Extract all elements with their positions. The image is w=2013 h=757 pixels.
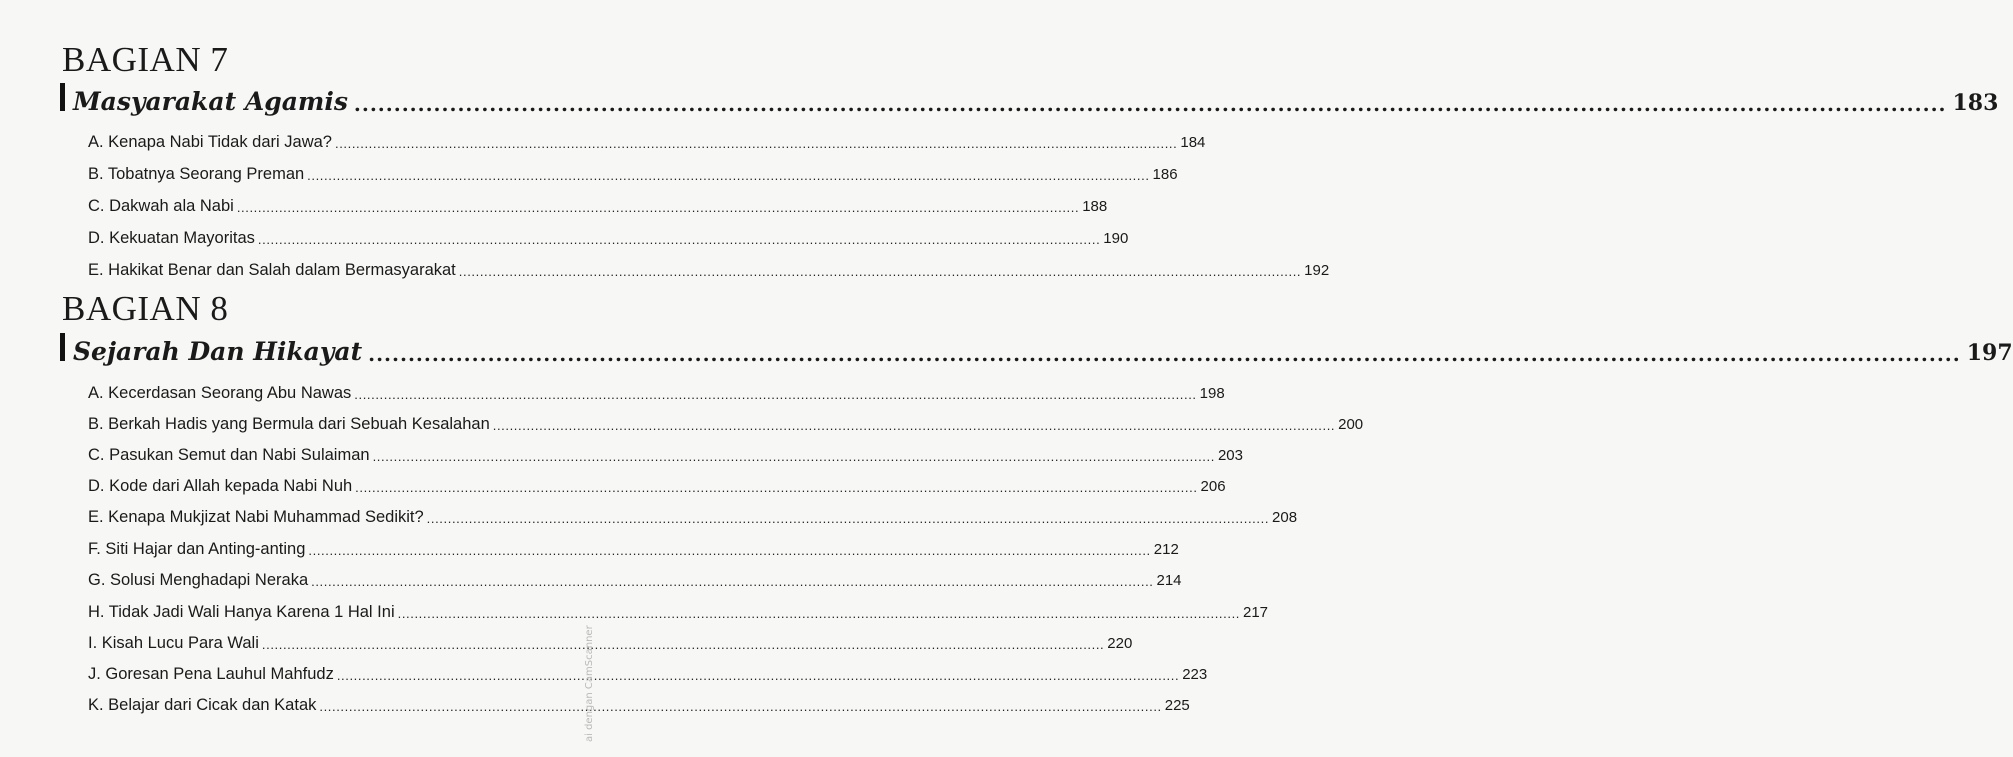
toc-entry xyxy=(88,689,1190,714)
entry-title: E. Hakikat Benar dan Salah dalam Bermasyarakat xyxy=(88,260,456,279)
entry-page-number: 198 xyxy=(1199,385,1225,402)
scanner-watermark: ai dengan CamScanner xyxy=(584,625,595,742)
leader-dots: ........................................................................................................................................................................................................ xyxy=(311,574,1154,589)
entry-title: C. Pasukan Semut dan Nabi Sulaiman xyxy=(88,445,370,464)
entry-title: H. Tidak Jadi Wali Hanya Karena 1 Hal Ini xyxy=(88,602,395,621)
entry-title: J. Goresan Pena Lauhul Mahfudz xyxy=(88,664,334,683)
entry-title: D. Kekuatan Mayoritas xyxy=(88,228,255,247)
leader-dots: ........................................................................................................................................................................................................ xyxy=(355,480,1198,495)
part-title: BAGIAN 8 xyxy=(62,289,229,328)
toc-entry xyxy=(88,627,1133,652)
chapter-page-number: 197 xyxy=(1966,340,2013,366)
entry-page-number: 223 xyxy=(1182,666,1208,683)
leader-dots: ........................................................................................................................................................................................................ xyxy=(397,606,1240,621)
entry-title: C. Dakwah ala Nabi xyxy=(88,196,234,215)
toc-entry xyxy=(88,439,1243,464)
leader-dots: ........................................................................................................................................................................................................ xyxy=(261,637,1105,652)
entry-page-number: 186 xyxy=(1152,166,1178,183)
leader-dots: ........................................................................................................................................................................................................ xyxy=(257,232,1101,247)
entry-title: G. Solusi Menghadapi Neraka xyxy=(88,570,309,589)
chapter-heading xyxy=(60,80,1999,116)
toc-entry xyxy=(88,501,1298,526)
entry-page-number: 208 xyxy=(1272,509,1298,526)
entry-page-number: 190 xyxy=(1103,230,1129,247)
entry-page-number: 212 xyxy=(1153,541,1179,558)
toc-entry xyxy=(88,254,1330,279)
leader-dots: ........................................................................................................................................................................................................ xyxy=(368,342,1961,366)
leader-dots: ........................................................................................................................................................................................................ xyxy=(426,511,1270,526)
toc-entry xyxy=(88,222,1129,247)
entry-title: B. Berkah Hadis yang Bermula dari Sebuah Kesalahan xyxy=(88,414,490,433)
toc-entry xyxy=(88,158,1178,183)
leader-dots: ........................................................................................................................................................................................................ xyxy=(334,136,1178,151)
entry-page-number: 184 xyxy=(1180,134,1206,151)
chapter-heading xyxy=(60,330,2013,366)
entry-page-number: 188 xyxy=(1082,198,1108,215)
entry-page-number: 200 xyxy=(1338,416,1364,433)
entry-title: F. Siti Hajar dan Anting-anting xyxy=(88,539,306,558)
leader-dots: ........................................................................................................................................................................................................ xyxy=(354,387,1197,402)
entry-page-number: 225 xyxy=(1164,697,1190,714)
entry-title: I. Kisah Lucu Para Wali xyxy=(88,633,259,652)
toc-entry xyxy=(88,564,1182,589)
toc-entry xyxy=(88,596,1269,621)
entry-page-number: 217 xyxy=(1243,604,1269,621)
leader-dots: ........................................................................................................................................................................................................ xyxy=(353,92,1947,116)
leader-dots: ........................................................................................................................................................................................................ xyxy=(492,418,1336,433)
leader-dots: ........................................................................................................................................................................................................ xyxy=(308,543,1151,558)
toc-entry xyxy=(88,408,1364,433)
entry-title: K. Belajar dari Cicak dan Katak xyxy=(88,695,317,714)
chapter-marker-bar xyxy=(60,83,65,111)
toc-entry xyxy=(88,190,1108,215)
entry-title: E. Kenapa Mukjizat Nabi Muhammad Sedikit? xyxy=(88,507,424,526)
entry-page-number: 206 xyxy=(1200,478,1226,495)
leader-dots: ........................................................................................................................................................................................................ xyxy=(336,668,1180,683)
entry-page-number: 220 xyxy=(1107,635,1133,652)
chapter-title: Masyarakat Agamis xyxy=(73,87,348,116)
entry-title: D. Kode dari Allah kepada Nabi Nuh xyxy=(88,476,353,495)
chapter-marker-bar xyxy=(60,333,65,361)
leader-dots: ........................................................................................................................................................................................................ xyxy=(236,200,1080,215)
toc-entry xyxy=(88,658,1208,683)
entry-page-number: 192 xyxy=(1304,262,1330,279)
chapter-page-number: 183 xyxy=(1952,90,1999,116)
entry-title: B. Tobatnya Seorang Preman xyxy=(88,164,305,183)
entry-page-number: 203 xyxy=(1217,447,1243,464)
leader-dots: ........................................................................................................................................................................................................ xyxy=(307,168,1150,183)
entry-title: A. Kenapa Nabi Tidak dari Jawa? xyxy=(88,132,332,151)
toc-entry xyxy=(88,533,1179,558)
toc-entry xyxy=(88,470,1226,495)
leader-dots: ........................................................................................................................................................................................................ xyxy=(372,449,1215,464)
entry-page-number: 214 xyxy=(1156,572,1182,589)
leader-dots: ........................................................................................................................................................................................................ xyxy=(458,264,1302,279)
part-title: BAGIAN 7 xyxy=(62,40,229,79)
entry-title: A. Kecerdasan Seorang Abu Nawas xyxy=(88,383,352,402)
toc-entry xyxy=(88,126,1206,151)
toc-entry xyxy=(88,377,1225,402)
leader-dots: ........................................................................................................................................................................................................ xyxy=(319,699,1162,714)
chapter-title: Sejarah Dan Hikayat xyxy=(73,337,363,366)
